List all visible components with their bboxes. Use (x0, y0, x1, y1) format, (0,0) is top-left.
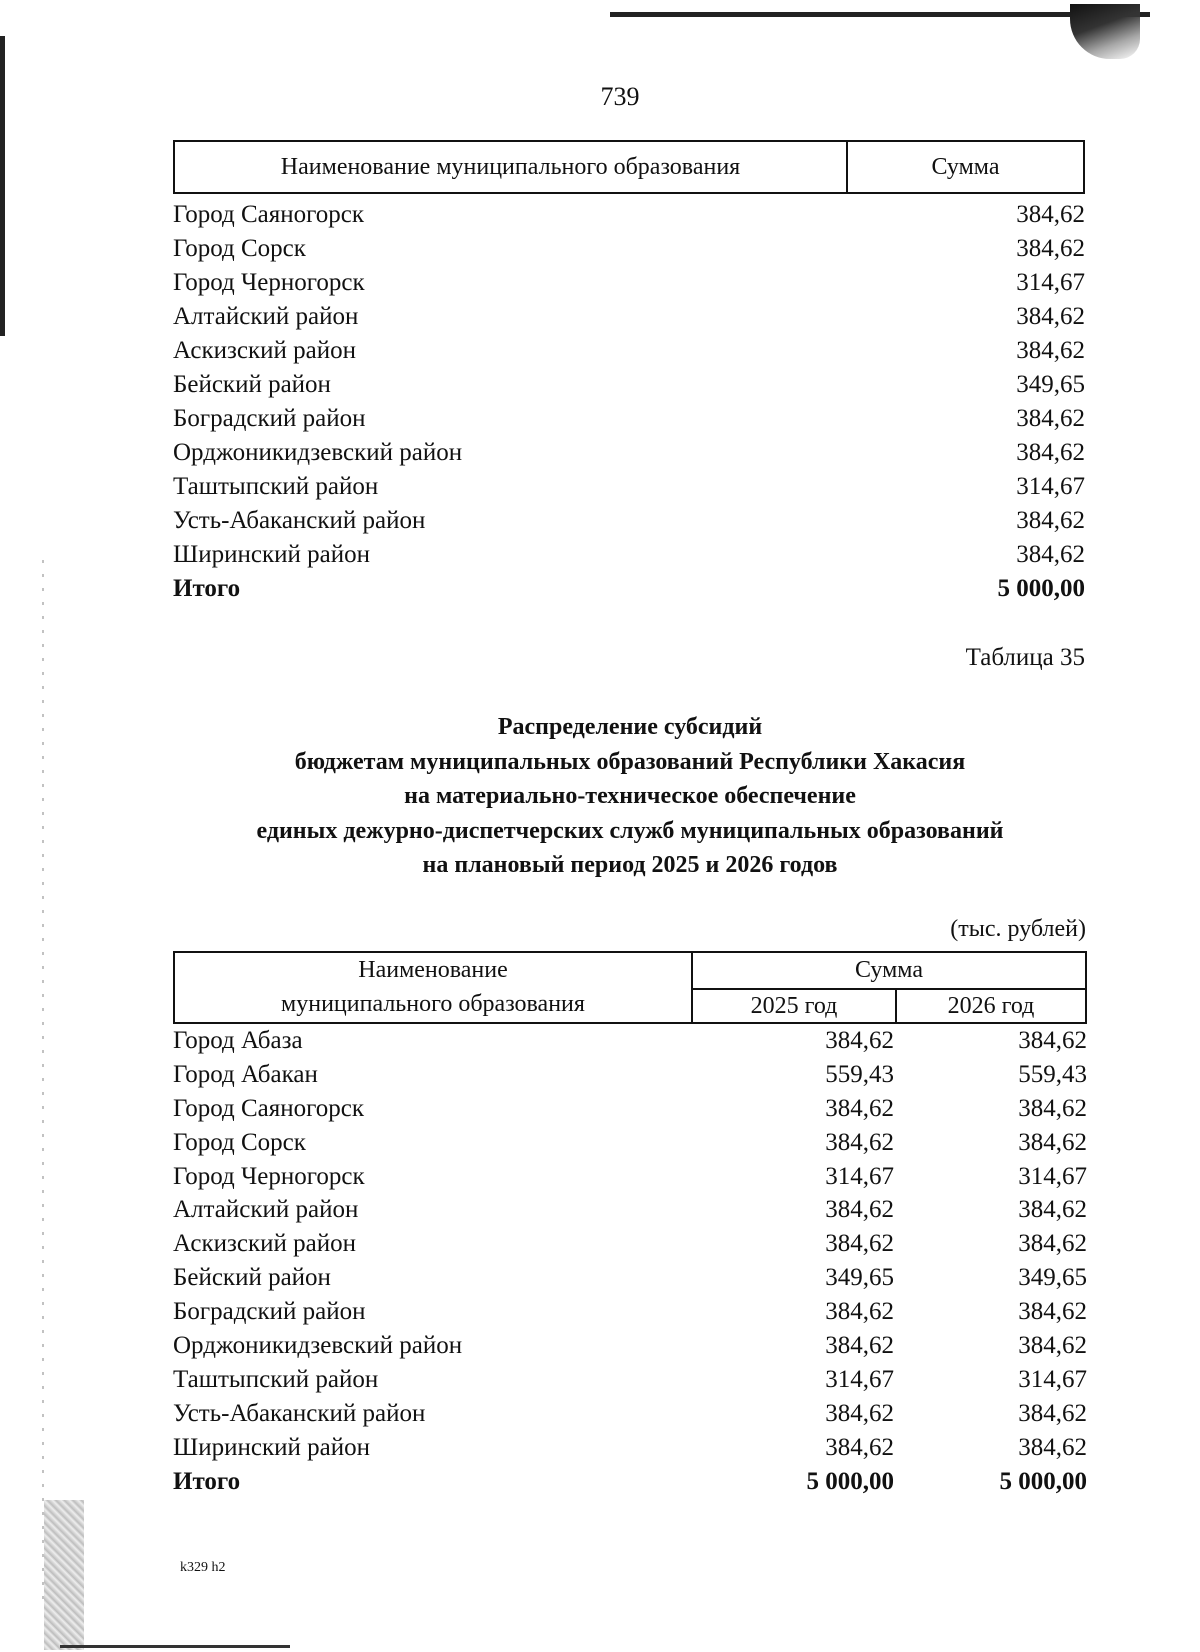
table-row (173, 232, 1085, 266)
title-line: Распределение субсидий (497, 714, 763, 740)
table-row (173, 1261, 1087, 1295)
row-value: 384,62 (1016, 201, 1085, 228)
table35-header-sum: Сумма (693, 953, 1085, 990)
row-value-2025: 384,62 (825, 1298, 894, 1326)
row-value-2026: 384,62 (1018, 1433, 1087, 1461)
page-number: 739 (600, 82, 640, 111)
table-row (173, 1092, 1087, 1126)
scan-artifact-left-dots (42, 560, 44, 1600)
table-row (173, 1227, 1087, 1261)
row-name: Орджоникидзевский район (173, 1331, 463, 1359)
row-value-2025: 384,62 (825, 1433, 894, 1461)
table-row (173, 1193, 1087, 1227)
table-row (173, 470, 1085, 504)
table-row (173, 300, 1085, 334)
row-value-2026: 559,43 (1018, 1060, 1087, 1088)
row-value: 384,62 (1016, 405, 1085, 432)
row-name: Бейский район (173, 371, 331, 398)
row-name: Бейский район (173, 1264, 331, 1292)
total-label: Итого (173, 1467, 241, 1495)
row-value: 314,67 (1016, 473, 1085, 500)
row-value-2026: 384,62 (1018, 1331, 1087, 1359)
row-value-2025: 314,67 (825, 1365, 894, 1393)
scan-artifact-top-blot (1070, 4, 1140, 59)
table-row (173, 1431, 1087, 1465)
table-row (173, 1363, 1087, 1397)
row-name: Город Абаза (173, 1026, 303, 1054)
units-label: (тыс. рублей) (950, 916, 1086, 942)
row-value-2025: 384,62 (825, 1230, 894, 1258)
table1-header (173, 140, 1085, 194)
row-value: 384,62 (1016, 303, 1085, 330)
row-value: 384,62 (1016, 337, 1085, 364)
row-value: 384,62 (1016, 507, 1085, 534)
row-name: Алтайский район (173, 303, 359, 330)
table35-header-name (175, 953, 693, 1022)
row-value-2026: 384,62 (1018, 1094, 1087, 1122)
row-value-2025: 384,62 (825, 1399, 894, 1427)
row-value: 384,62 (1016, 439, 1085, 466)
table-row (173, 402, 1085, 436)
row-value-2026: 314,67 (1018, 1162, 1087, 1190)
table-row (173, 1058, 1087, 1092)
row-value-2025: 349,65 (825, 1264, 894, 1292)
header-name-line2: муниципального образования (281, 991, 585, 1017)
row-name: Усть-Абаканский район (173, 507, 426, 534)
title-line: на материально-техническое обеспечение (404, 783, 856, 809)
row-name: Таштыпский район (173, 473, 379, 500)
table-row (173, 1329, 1087, 1363)
table-row (173, 538, 1085, 572)
table1-header-name: Наименование муниципального образования (175, 142, 848, 192)
table-row (173, 266, 1085, 300)
row-value-2026: 384,62 (1018, 1026, 1087, 1054)
table-row (173, 1126, 1087, 1160)
row-name: Орджоникидзевский район (173, 439, 463, 466)
table-number-label: Таблица 35 (965, 644, 1085, 671)
table-row (173, 1295, 1087, 1329)
row-value: 384,62 (1016, 541, 1085, 568)
table1-body (173, 198, 1085, 606)
row-name: Боградский район (173, 405, 366, 432)
row-name: Ширинский район (173, 1433, 370, 1461)
table-row (173, 198, 1085, 232)
row-value-2026: 384,62 (1018, 1399, 1087, 1427)
row-name: Боградский район (173, 1298, 366, 1326)
table35-header (173, 951, 1087, 1024)
row-name: Город Саяногорск (173, 1094, 365, 1122)
table-row (173, 1160, 1087, 1194)
row-value-2026: 384,62 (1018, 1196, 1087, 1224)
row-name: Город Черногорск (173, 269, 365, 296)
row-name: Таштыпский район (173, 1365, 379, 1393)
table1-header-sum: Сумма (931, 153, 1000, 180)
title-line: бюджетам муниципальных образований Республики Хакасия (294, 748, 966, 775)
table-row (173, 504, 1085, 538)
row-name: Город Сорск (173, 235, 306, 262)
row-value-2026: 384,62 (1018, 1128, 1087, 1156)
total-value-2025: 5 000,00 (806, 1467, 894, 1495)
table1-total-row (173, 572, 1085, 606)
table35-body (173, 1024, 1087, 1498)
row-value-2025: 384,62 (825, 1196, 894, 1224)
row-value-2025: 314,67 (825, 1162, 894, 1190)
total-label: Итого (173, 575, 241, 602)
title-line: на плановый период 2025 и 2026 годов (422, 852, 838, 878)
row-value-2025: 384,62 (825, 1331, 894, 1359)
row-name: Аскизский район (173, 1230, 357, 1258)
row-value-2025: 384,62 (825, 1128, 894, 1156)
scan-artifact-left-bar (0, 36, 5, 336)
table35-total-row (173, 1465, 1087, 1499)
row-name: Город Абакан (173, 1060, 318, 1088)
row-value-2025: 559,43 (825, 1060, 894, 1088)
row-name: Аскизский район (173, 337, 357, 364)
scan-artifact-left-blot (44, 1500, 84, 1650)
scan-artifact-bottom-line (60, 1645, 290, 1648)
row-value-2026: 314,67 (1018, 1365, 1087, 1393)
table-row (173, 1024, 1087, 1058)
table-row (173, 1397, 1087, 1431)
scan-artifact-top-line (610, 12, 1150, 17)
row-value-2026: 384,62 (1018, 1230, 1087, 1258)
title-line: единых дежурно-диспетчерских служб муниципальных образований (256, 817, 1004, 844)
row-name: Усть-Абаканский район (173, 1399, 426, 1427)
row-value-2025: 384,62 (825, 1026, 894, 1054)
row-name: Город Сорск (173, 1128, 306, 1156)
total-value: 5 000,00 (997, 575, 1085, 602)
table-title (130, 710, 1130, 883)
row-value: 349,65 (1016, 371, 1085, 398)
row-name: Город Черногорск (173, 1162, 365, 1190)
header-name-line1: Наименование (358, 957, 508, 983)
row-value: 384,62 (1016, 235, 1085, 262)
row-name: Город Саяногорск (173, 201, 365, 228)
row-value: 314,67 (1016, 269, 1085, 296)
row-name: Алтайский район (173, 1196, 359, 1224)
table-row (173, 436, 1085, 470)
row-name: Ширинский район (173, 541, 370, 568)
table35-header-2026: 2026 год (947, 993, 1035, 1019)
footer-code: k329 h2 (180, 1560, 226, 1575)
table-row (173, 368, 1085, 402)
table-row (173, 334, 1085, 368)
row-value-2025: 384,62 (825, 1094, 894, 1122)
table35-header-2025: 2025 год (693, 990, 897, 1022)
row-value-2026: 384,62 (1018, 1298, 1087, 1326)
row-value-2026: 349,65 (1018, 1264, 1087, 1292)
total-value-2026: 5 000,00 (999, 1467, 1087, 1495)
